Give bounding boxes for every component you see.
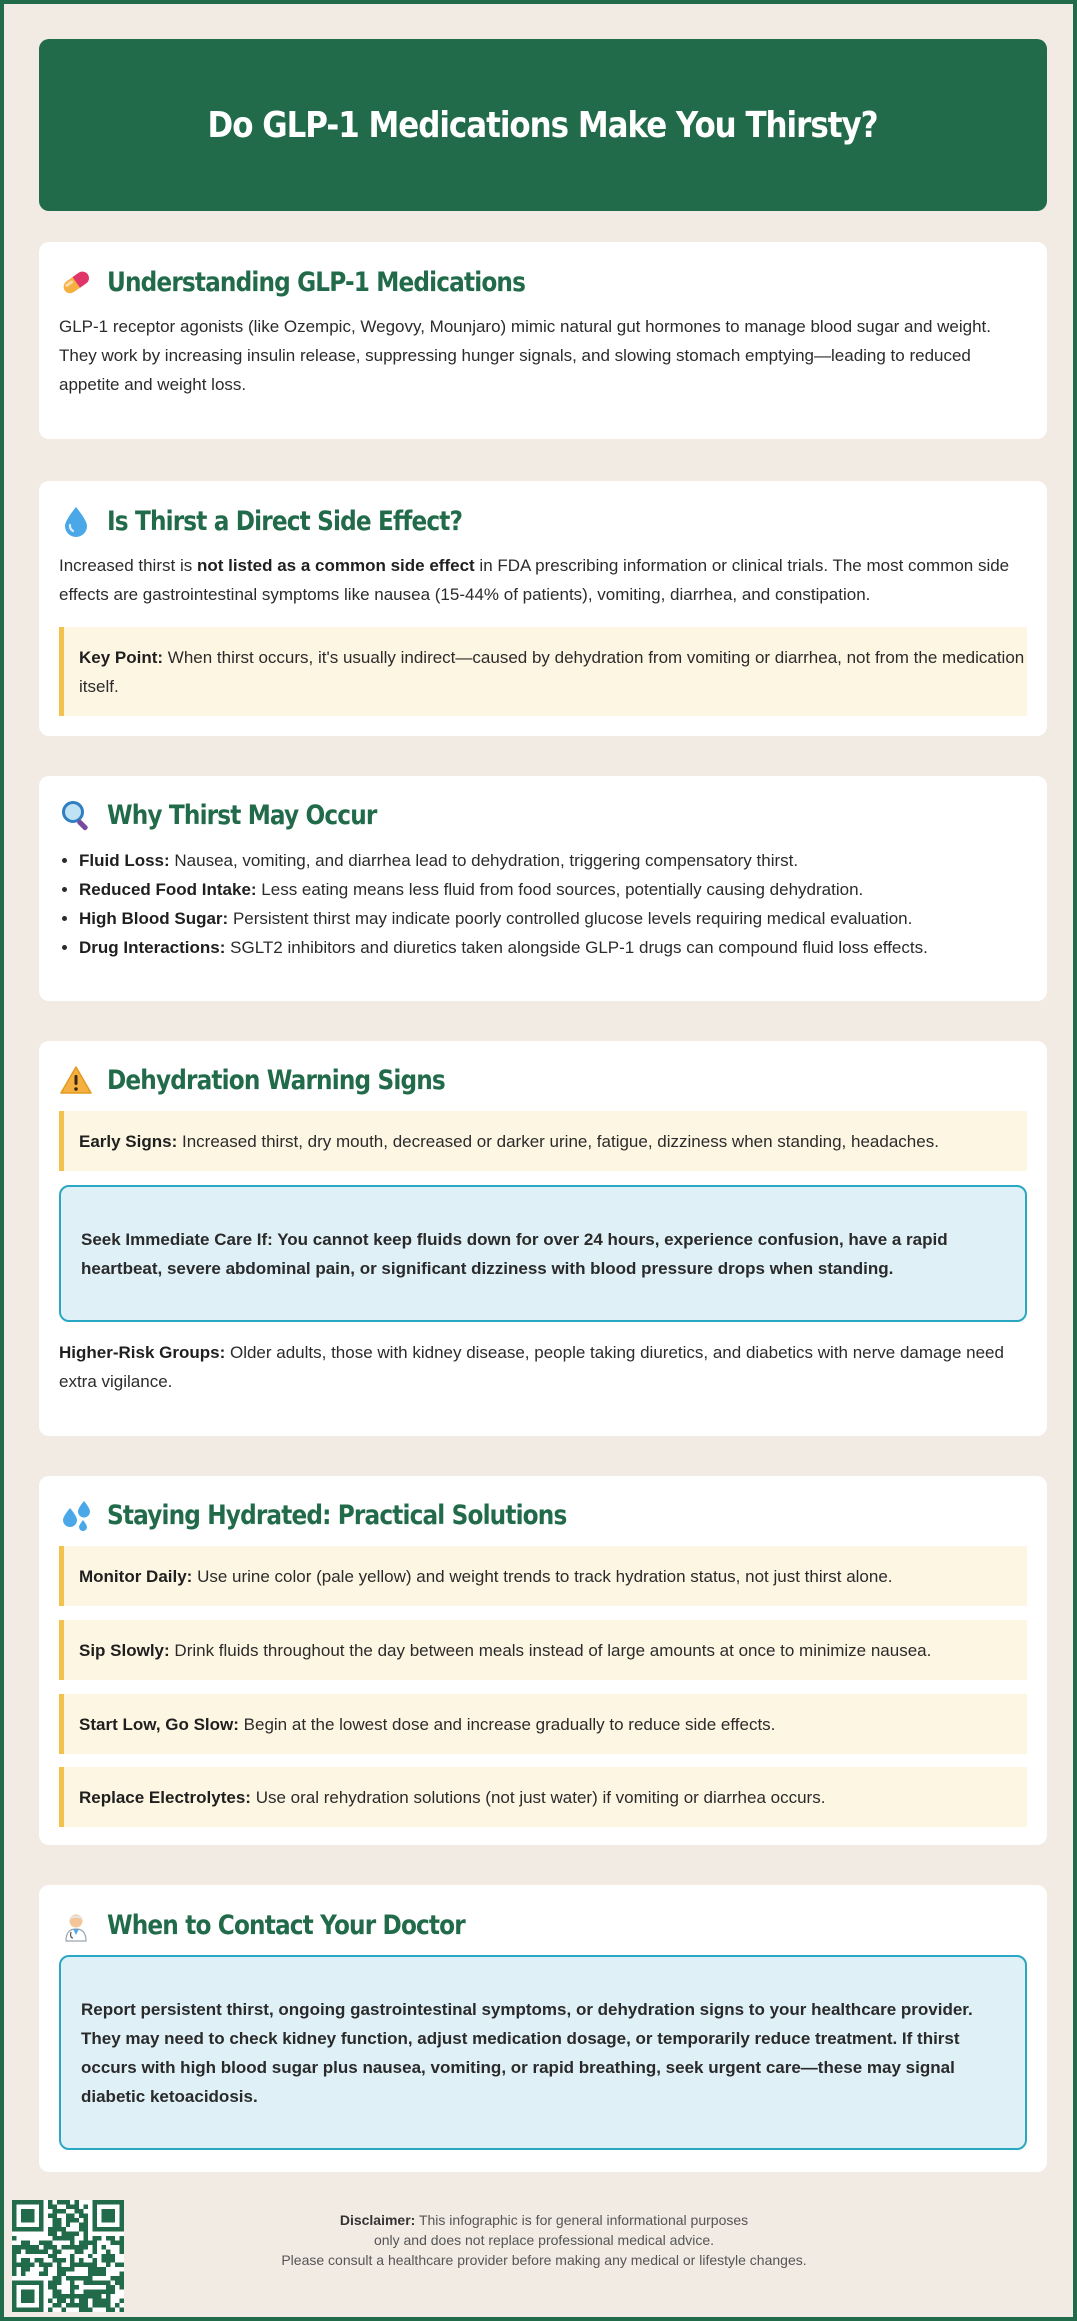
section-title: When to Contact Your Doctor <box>107 1909 465 1941</box>
pill-icon <box>59 265 93 299</box>
risk-groups-text: Higher-Risk Groups: Older adults, those with kidney disease, people taking diuretics, and diabetics with nerve damage need extra vigilance. <box>59 1343 1004 1391</box>
section-header <box>59 795 420 835</box>
emphasis-text: not listed as a common side effect <box>196 556 475 575</box>
list-item: • High Blood Sugar: Persistent thirst may indicate poorly controlled glucose levels requiring medical evaluation. <box>79 904 1027 933</box>
droplet-icon <box>59 504 93 538</box>
section-header <box>59 501 520 541</box>
doctor-icon <box>59 1908 93 1942</box>
card-warning-signs <box>39 1041 1047 1436</box>
key-point-callout <box>59 627 1027 716</box>
callout-label: Key Point: <box>79 647 164 667</box>
section-header <box>59 1905 523 1945</box>
tip-callout: Start Low, Go Slow: Begin at the lowest dose and increase gradually to reduce side effects. <box>59 1694 1027 1754</box>
callout-text: Increased thirst, dry mouth, decreased or darker urine, fatigue, dizziness when standing, headaches. <box>177 1131 939 1151</box>
section-header <box>59 1495 641 1535</box>
tip-callout: Monitor Daily: Use urine color (pale yellow) and weight trends to track hydration status, not just thirst alone. <box>59 1546 1027 1606</box>
card-direct-side-effect <box>39 481 1047 736</box>
section-body: GLP-1 receptor agonists (like Ozempic, Wegovy, Mounjaro) mimic natural gut hormones to manage blood sugar and weight. They work by increasing insulin release, suppressing hunger signals, and slowing stomach emptying—leading to reduced appetite and weight loss. <box>59 317 991 394</box>
list-item: • Reduced Food Intake: Less eating means less fluid from food sources, potentially causing dehydration. <box>79 875 1027 904</box>
magnifier-icon <box>59 798 93 832</box>
immediate-care-alert <box>59 1185 1027 1322</box>
section-title: Understanding GLP-1 Medications <box>107 266 526 298</box>
section-title: Staying Hydrated: Practical Solutions <box>107 1499 567 1531</box>
header-banner <box>39 39 1047 211</box>
card-why-thirst <box>39 776 1047 1001</box>
alert-text: Seek Immediate Care If: You cannot keep fluids down for over 24 hours, experience confusion, have a rapid heartbeat, severe abdominal pain, or significant dizziness with blood pressure drops when standing. <box>81 1229 948 1278</box>
card-contact-doctor <box>39 1885 1047 2172</box>
section-header <box>59 262 593 302</box>
reasons-list <box>59 846 1027 962</box>
tip-callout: Replace Electrolytes: Use oral rehydration solutions (not just water) if vomiting or diarrhea occurs. <box>59 1767 1027 1827</box>
sweat-droplets-icon <box>59 1498 93 1532</box>
disclaimer: Disclaimer: This infographic is for general informational purposes only and does not replace professional medical advice. Please consult a healthcare provider before making any medical or lifestyle changes. <box>281 2212 807 2268</box>
list-item: • Fluid Loss: Nausea, vomiting, and diarrhea lead to dehydration, triggering compensatory thirst. <box>79 846 1027 875</box>
section-header <box>59 1060 500 1100</box>
callout-text: When thirst occurs, it's usually indirect—caused by dehydration from vomiting or diarrhea, not from the medication itself. <box>79 647 1025 696</box>
section-body: Increased thirst is not listed as a common side effect in FDA prescribing information or clinical trials. The most common side effects are gastrointestinal symptoms like nausea (15-44% of patients), vomiting, diarrhea, and constipation. <box>59 556 1010 604</box>
page-title: Do GLP-1 Medications Make You Thirsty? <box>207 104 879 146</box>
warning-icon <box>59 1063 93 1097</box>
list-item: • Drug Interactions: SGLT2 inhibitors and diuretics taken alongside GLP-1 drugs can compound fluid loss effects. <box>79 933 1027 962</box>
alert-text: Report persistent thirst, ongoing gastrointestinal symptoms, or dehydration signs to your healthcare provider. They may need to check kidney function, adjust medication dosage, or temporarily reduce treatment. If thirst occurs with high blood sugar plus nausea, vomiting, or rapid breathing, seek urgent care—these may signal diabetic ketoacidosis. <box>81 1999 973 2106</box>
qr-code-icon[interactable] <box>12 2200 124 2312</box>
section-title: Is Thirst a Direct Side Effect? <box>107 505 463 537</box>
card-staying-hydrated <box>39 1476 1047 1845</box>
doctor-alert <box>59 1955 1027 2150</box>
callout-label: Early Signs: <box>79 1131 178 1151</box>
section-title: Why Thirst May Occur <box>107 799 377 831</box>
disclaimer-label: Disclaimer: <box>339 2212 416 2228</box>
section-title: Dehydration Warning Signs <box>107 1064 445 1096</box>
card-understanding <box>39 242 1047 439</box>
early-signs-callout <box>59 1111 1027 1171</box>
tip-callout: Sip Slowly: Drink fluids throughout the day between meals instead of large amounts at once to minimize nausea. <box>59 1620 1027 1680</box>
